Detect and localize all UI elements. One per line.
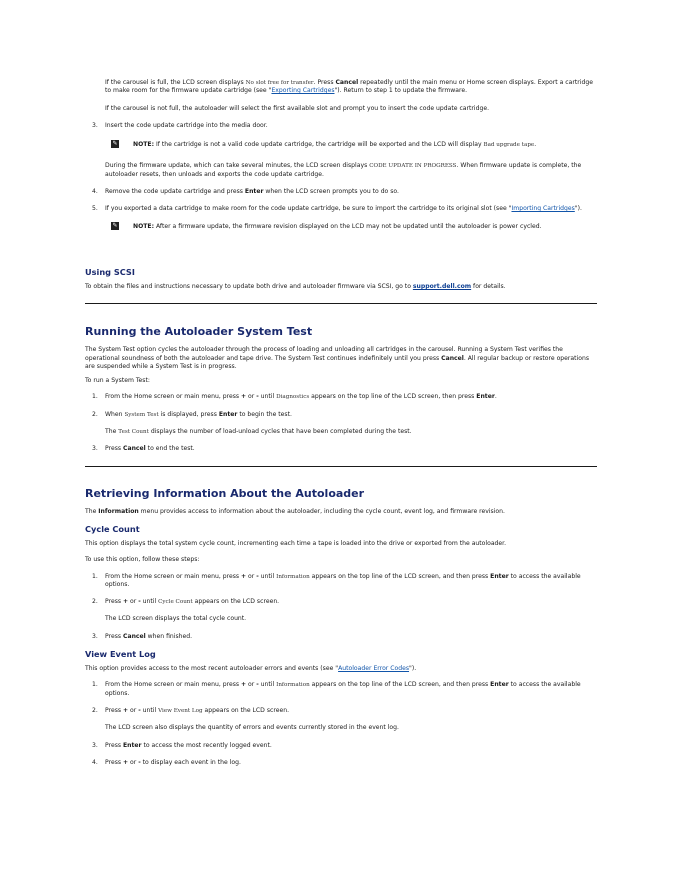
support-dell-link[interactable]: support.dell.com <box>412 282 472 290</box>
list-item: 1. From the Home screen or main menu, press + or - until Information appears on the top line of the LCD screen, and then press Enter to access the available options. <box>92 572 581 588</box>
exporting-cartridges-link[interactable]: Exporting Cartridges <box>271 87 335 95</box>
list-item: 5. If you exported a data cartridge to make room for the code update cartridge, be sure to import the cartridge to its original slot (see "Importing Cartridges"). <box>92 205 582 213</box>
using-scsi-heading: Using SCSI <box>85 266 135 277</box>
cycle-count-steps <box>85 573 597 607</box>
event-quantity-paragraph: The LCD screen also displays the quantity of errors and events currently stored in the event log. <box>105 724 399 732</box>
list-item: 3. Insert the code update cartridge into the media door. <box>92 121 268 129</box>
autoloader-error-codes-link[interactable]: Autoloader Error Codes <box>338 665 410 673</box>
importing-cartridges-link[interactable]: Importing Cartridges <box>511 205 575 213</box>
system-test-steps-cont <box>85 445 597 453</box>
view-event-log-heading: View Event Log <box>85 649 156 660</box>
cycle-count-heading: Cycle Count <box>85 523 140 534</box>
firmware-steps-list <box>85 122 597 130</box>
event-log-description: This option provides access to the most recent autoloader errors and events (see "Autoloader Error Codes"). <box>85 665 417 673</box>
list-item: 2. When System Test is displayed, press Enter to begin the test. <box>92 410 292 418</box>
list-item: 1. From the Home screen or main menu, press + or - until Information appears on the top line of the LCD screen, and then press Enter to access the available options. <box>92 681 581 697</box>
section-divider <box>85 303 597 304</box>
system-test-heading: Running the Autoloader System Test <box>85 325 313 339</box>
update-progress-paragraph: During the firmware update, which can take several minutes, the LCD screen displays CODE UPDATE IN PROGRESS. When firmware update is complete, the autoloader resets, then unloads and exports the code update cartridge. <box>105 162 582 178</box>
list-item: 3. Press Enter to access the most recently logged event. <box>92 741 272 749</box>
cancel-key: Cancel <box>335 79 359 86</box>
list-item: 2. Press + or - until Cycle Count appears on the LCD screen. <box>92 598 280 606</box>
list-item: 4. Remove the code update cartridge and press Enter when the LCD screen prompts you to do so. <box>92 188 399 196</box>
retrieving-info-heading: Retrieving Information About the Autoloader <box>85 486 365 500</box>
carousel-not-full-paragraph: If the carousel is not full, the autoloader will select the first available slot and prompt you to insert the code update cartridge. <box>105 104 490 112</box>
note-icon: ✎ <box>112 221 118 229</box>
note-icon: ✎ <box>112 140 118 148</box>
cycle-count-description: This option displays the total system cycle count, incrementing each time a tape is loaded into the drive or exported from the autoloader. <box>85 539 507 547</box>
system-test-steps <box>85 393 597 419</box>
run-system-test-intro: To run a System Test: <box>85 377 150 385</box>
information-menu-paragraph: The Information menu provides access to information about the autoloader, including the cycle count, event log, and firmware revision. <box>85 507 505 515</box>
scsi-paragraph: To obtain the files and instructions necessary to update both drive and autoloader firmware via SCSI, go to support.dell.com for details. <box>85 282 506 290</box>
system-test-description: The System Test option cycles the autoloader through the process of loading and unloading all cartridges in the carousel. Running a System Test verifies the operational soundness of both the autoloader and tape drive. The System Test continues indefinitely until you press Cancel. All regular backup or restore operations are suspended while a System Test is in progress. <box>85 346 590 370</box>
carousel-full-paragraph: If the carousel is full, the LCD screen displays No slot free for transfer. Press Cancel repeatedly until the main menu or Home screen displays. Export a cartridge to make room for the firmware update cartridge (see "Exporting Cartridges"). Return to step 1 to update the firmware. <box>105 79 593 95</box>
firmware-steps-list-cont <box>85 188 597 214</box>
list-item: 4. Press + or - to display each event in the log. <box>92 758 241 766</box>
list-item: 3. Press Cancel to end the test. <box>92 445 195 453</box>
note-invalid-cartridge: ✎ NOTE: If the cartridge is not a valid code update cartridge, the cartridge will be exported and the LCD will display Bad upgrade tape. <box>112 140 537 149</box>
event-log-steps-cont <box>85 742 597 768</box>
cycle-count-steps-cont <box>85 633 597 641</box>
section-divider <box>85 466 597 467</box>
test-count-paragraph: The Test Count displays the number of load-unload cycles that have been completed during the test. <box>105 428 412 436</box>
list-item: 3. Press Cancel when finished. <box>92 632 193 640</box>
total-cycle-count-paragraph: The LCD screen displays the total cycle count. <box>105 615 247 623</box>
note-firmware-revision: ✎ NOTE: After a firmware update, the firmware revision displayed on the LCD may not be updated until the autoloader is power cycled. <box>112 221 542 230</box>
event-log-steps <box>85 681 597 715</box>
list-item: 1. From the Home screen or main menu, press + or - until Diagnostics appears on the top line of the LCD screen, then press Enter. <box>92 393 497 401</box>
lcd-message: No slot free for transfer <box>245 80 314 86</box>
cycle-count-steps-intro: To use this option, follow these steps: <box>85 556 200 564</box>
list-item: 2. Press + or - until View Event Log appears on the LCD screen. <box>92 706 290 714</box>
document-page <box>85 79 597 767</box>
